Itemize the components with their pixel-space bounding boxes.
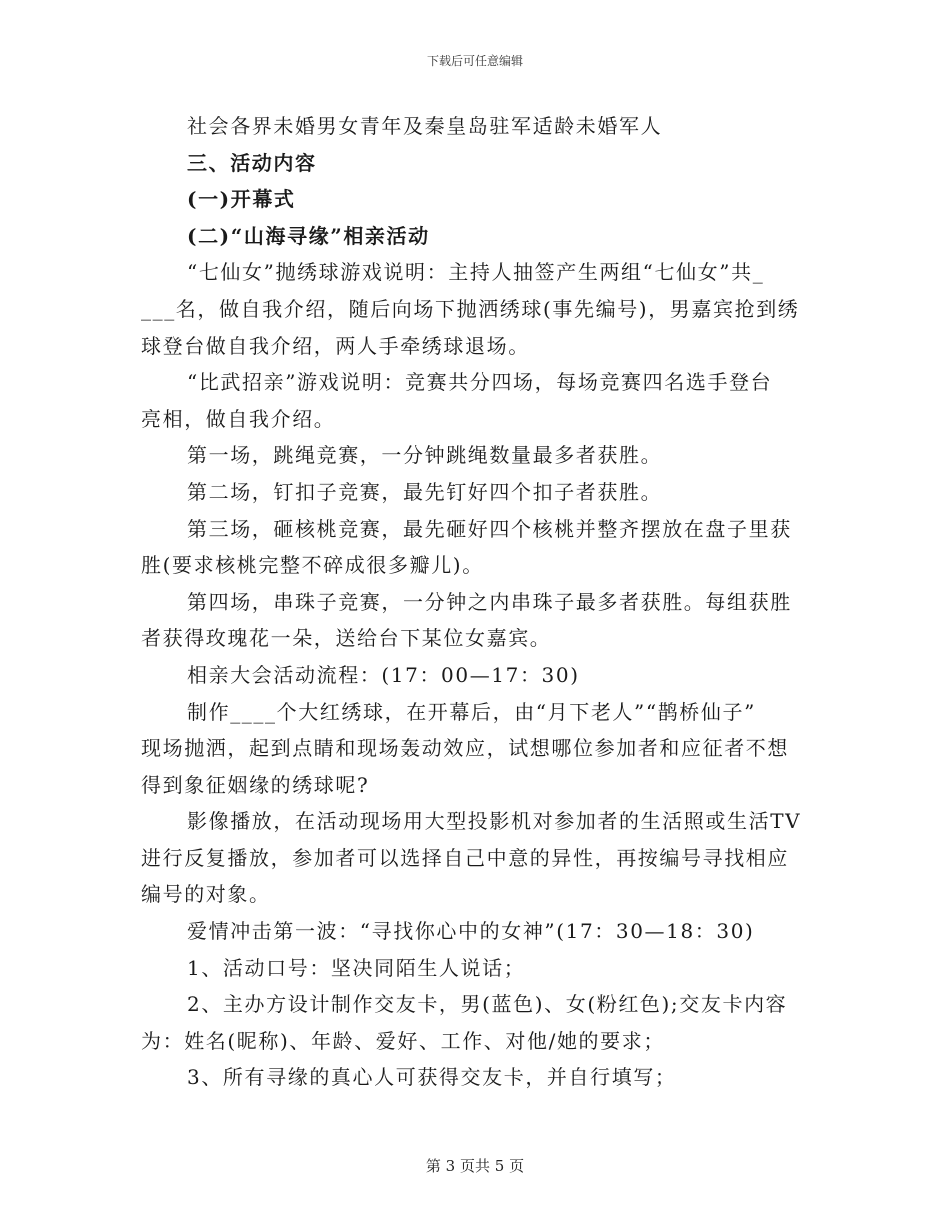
text-line: 社会各界未婚男女青年及秦皇岛驻军适龄未婚军人: [187, 114, 663, 138]
text-line: “七仙女”抛绣球游戏说明：主持人抽签产生两组“七仙女”共_: [187, 260, 765, 285]
text-line: 得到象征姻缘的绣球呢?: [141, 772, 370, 797]
subsection-heading: (二)“山海寻缘”相亲活动: [187, 223, 430, 248]
text-line: “比武招亲”游戏说明：竞赛共分四场，每场竞赛四名选手登台: [187, 370, 773, 395]
section-heading: 三、活动内容: [187, 150, 317, 175]
text-line: 球登台做自我介绍，两人手牵绣球退场。: [141, 333, 530, 358]
text-line: 第二场，钉扣子竞赛，最先钉好四个扣子者获胜。: [187, 479, 663, 504]
text-line: 者获得玫瑰花一朵，送给台下某位女嘉宾。: [141, 626, 552, 651]
text-line: 为：姓名(昵称)、年龄、爱好、工作、对他/她的要求；: [141, 1028, 665, 1053]
list-item: 1、活动口号：坚决同陌生人说话；: [187, 955, 526, 980]
page-footer: 第 3 页共 5 页: [425, 1157, 525, 1175]
text-line: 制作____个大红绣球，在开幕后，由“月下老人”“鹊桥仙子”: [187, 699, 756, 724]
document-body: [141, 108, 809, 1096]
text-line: 进行反复播放，参加者可以选择自己中意的异性，再按编号寻找相应: [141, 845, 789, 870]
text-line: 相亲大会活动流程：(17：00—17：30): [187, 662, 580, 687]
text-line: ___名，做自我介绍，随后向场下抛洒绣球(事先编号)，男嘉宾抢到绣: [141, 296, 800, 321]
list-item: 2、主办方设计制作交友卡，男(蓝色)、女(粉红色);交友卡内容: [187, 992, 788, 1017]
text-line: 第三场，砸核桃竞赛，最先砸好四个核桃并整齐摆放在盘子里获: [187, 516, 792, 541]
text-line: 胜(要求核桃完整不碎成很多瓣儿)。: [141, 553, 484, 578]
text-line: 现场抛洒，起到点睛和现场轰动效应，试想哪位参加者和应征者不想: [141, 736, 789, 761]
text-line: 第一场，跳绳竞赛，一分钟跳绳数量最多者获胜。: [187, 443, 663, 468]
text-line: 亮相，做自我介绍。: [141, 406, 336, 431]
list-item: 3、所有寻缘的真心人可获得交友卡，并自行填写；: [187, 1065, 677, 1090]
page-header: 下载后可任意编辑: [426, 54, 523, 68]
subsection-heading: (一)开幕式: [187, 187, 296, 212]
text-line: 编号的对象。: [141, 882, 271, 907]
text-line: 爱情冲击第一波：“寻找你心中的女神”(17：30—18：30): [187, 919, 755, 944]
text-line: 第四场，串珠子竞赛，一分钟之内串珠子最多者获胜。每组获胜: [187, 589, 792, 614]
text-line: 影像播放，在活动现场用大型投影机对参加者的生活照或生活TV: [187, 809, 802, 834]
